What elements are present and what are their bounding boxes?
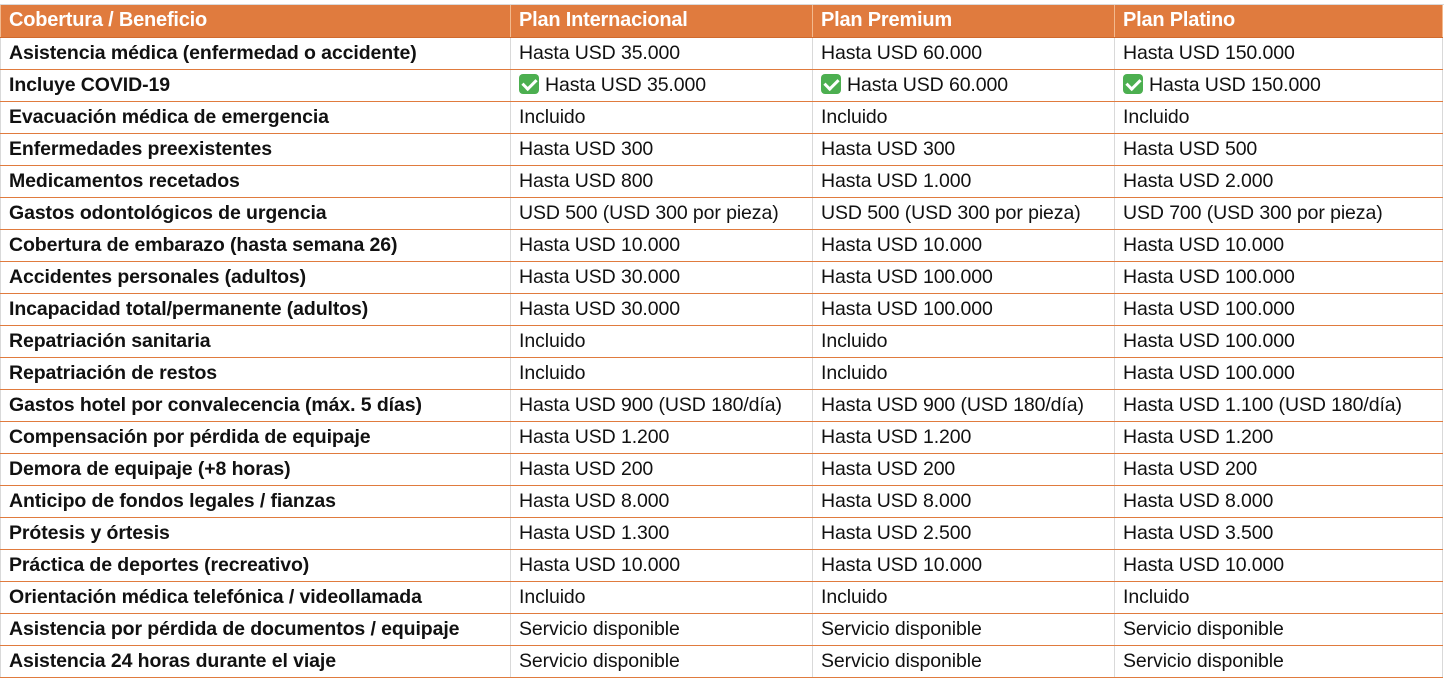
value-cell-plan-internacional[interactable]: Hasta USD 8.000 xyxy=(511,485,813,517)
value-cell-plan-internacional[interactable]: Incluido xyxy=(511,357,813,389)
value-cell-plan-internacional[interactable]: Hasta USD 1.300 xyxy=(511,517,813,549)
row-label-cell[interactable]: Asistencia por pérdida de documentos / equipaje xyxy=(1,613,511,645)
value-cell-plan-premium[interactable]: Hasta USD 300 xyxy=(813,133,1115,165)
row-label-cell[interactable]: Gastos hotel por convalecencia (máx. 5 días) xyxy=(1,389,511,421)
value-cell-plan-platino[interactable]: Hasta USD 200 xyxy=(1115,453,1443,485)
table-row xyxy=(1,645,1443,677)
row-label-cell[interactable]: Medicamentos recetados xyxy=(1,165,511,197)
table-row xyxy=(1,517,1443,549)
value-cell-plan-platino[interactable]: USD 700 (USD 300 por pieza) xyxy=(1115,197,1443,229)
table-body xyxy=(1,37,1443,677)
row-label-cell[interactable]: Asistencia 24 horas durante el viaje xyxy=(1,645,511,677)
value-cell-plan-platino[interactable]: Hasta USD 100.000 xyxy=(1115,357,1443,389)
table-row xyxy=(1,293,1443,325)
value-cell-plan-platino[interactable]: Hasta USD 500 xyxy=(1115,133,1443,165)
value-cell-plan-platino[interactable]: Hasta USD 1.100 (USD 180/día) xyxy=(1115,389,1443,421)
value-cell-plan-premium[interactable]: Incluido xyxy=(813,325,1115,357)
row-label-cell[interactable]: Compensación por pérdida de equipaje xyxy=(1,421,511,453)
header-cell-plan-platino[interactable]: Plan Platino xyxy=(1115,5,1443,37)
value-cell-plan-platino[interactable]: Hasta USD 3.500 xyxy=(1115,517,1443,549)
check-mark-icon xyxy=(1123,74,1143,94)
row-label-cell[interactable]: Repatriación de restos xyxy=(1,357,511,389)
value-cell-plan-premium[interactable]: Hasta USD 1.200 xyxy=(813,421,1115,453)
table-row xyxy=(1,325,1443,357)
row-label-cell[interactable]: Orientación médica telefónica / videollamada xyxy=(1,581,511,613)
value-cell-plan-platino[interactable]: Hasta USD 2.000 xyxy=(1115,165,1443,197)
value-cell-plan-platino[interactable]: Hasta USD 8.000 xyxy=(1115,485,1443,517)
value-cell-plan-internacional[interactable]: Hasta USD 300 xyxy=(511,133,813,165)
value-cell-plan-internacional[interactable]: Incluido xyxy=(511,581,813,613)
table-row xyxy=(1,581,1443,613)
value-cell-plan-premium[interactable]: Hasta USD 10.000 xyxy=(813,549,1115,581)
table-row xyxy=(1,421,1443,453)
value-cell-plan-premium[interactable]: Hasta USD 1.000 xyxy=(813,165,1115,197)
row-label-cell[interactable]: Prótesis y órtesis xyxy=(1,517,511,549)
check-mark-icon xyxy=(821,74,841,94)
value-cell-plan-internacional[interactable]: Servicio disponible xyxy=(511,645,813,677)
table-row xyxy=(1,69,1443,101)
table-row xyxy=(1,613,1443,645)
row-label-cell[interactable]: Accidentes personales (adultos) xyxy=(1,261,511,293)
value-cell-plan-internacional[interactable] xyxy=(511,69,813,101)
cell-value-text: Hasta USD 150.000 xyxy=(1149,73,1321,96)
value-cell-plan-premium[interactable]: USD 500 (USD 300 por pieza) xyxy=(813,197,1115,229)
table-row xyxy=(1,197,1443,229)
value-cell-plan-platino[interactable]: Hasta USD 10.000 xyxy=(1115,229,1443,261)
row-label-cell[interactable]: Evacuación médica de emergencia xyxy=(1,101,511,133)
table-row xyxy=(1,549,1443,581)
row-label-cell[interactable]: Incluye COVID-19 xyxy=(1,69,511,101)
value-cell-plan-premium[interactable]: Hasta USD 100.000 xyxy=(813,293,1115,325)
value-cell-plan-premium[interactable]: Servicio disponible xyxy=(813,645,1115,677)
value-cell-plan-premium[interactable] xyxy=(813,69,1115,101)
value-cell-plan-platino[interactable]: Hasta USD 10.000 xyxy=(1115,549,1443,581)
row-label-cell[interactable]: Enfermedades preexistentes xyxy=(1,133,511,165)
table-row xyxy=(1,485,1443,517)
check-mark-icon xyxy=(519,74,539,94)
row-label-cell[interactable]: Gastos odontológicos de urgencia xyxy=(1,197,511,229)
row-label-cell[interactable]: Demora de equipaje (+8 horas) xyxy=(1,453,511,485)
value-cell-plan-internacional[interactable]: Incluido xyxy=(511,325,813,357)
value-cell-plan-platino[interactable]: Hasta USD 1.200 xyxy=(1115,421,1443,453)
value-cell-plan-internacional[interactable]: Hasta USD 900 (USD 180/día) xyxy=(511,389,813,421)
value-cell-plan-platino[interactable]: Incluido xyxy=(1115,581,1443,613)
value-cell-plan-premium[interactable]: Hasta USD 10.000 xyxy=(813,229,1115,261)
value-cell-plan-platino[interactable]: Servicio disponible xyxy=(1115,613,1443,645)
coverage-comparison-table xyxy=(0,5,1443,678)
value-cell-plan-platino[interactable]: Hasta USD 100.000 xyxy=(1115,293,1443,325)
value-cell-plan-platino[interactable]: Servicio disponible xyxy=(1115,645,1443,677)
value-cell-plan-internacional[interactable]: Hasta USD 10.000 xyxy=(511,549,813,581)
table-row xyxy=(1,357,1443,389)
value-cell-plan-internacional[interactable]: Hasta USD 30.000 xyxy=(511,261,813,293)
value-cell-plan-premium[interactable]: Incluido xyxy=(813,101,1115,133)
row-label-cell[interactable]: Práctica de deportes (recreativo) xyxy=(1,549,511,581)
value-cell-plan-platino[interactable]: Hasta USD 100.000 xyxy=(1115,325,1443,357)
value-cell-plan-premium[interactable]: Hasta USD 100.000 xyxy=(813,261,1115,293)
value-cell-plan-platino[interactable] xyxy=(1115,69,1443,101)
header-cell-coverage[interactable]: Cobertura / Beneficio xyxy=(1,5,511,37)
value-cell-plan-internacional[interactable]: Hasta USD 200 xyxy=(511,453,813,485)
value-cell-plan-premium[interactable]: Hasta USD 60.000 xyxy=(813,37,1115,69)
value-cell-plan-internacional[interactable]: Servicio disponible xyxy=(511,613,813,645)
value-cell-plan-premium[interactable]: Hasta USD 900 (USD 180/día) xyxy=(813,389,1115,421)
value-cell-plan-premium[interactable]: Incluido xyxy=(813,581,1115,613)
row-label-cell[interactable]: Incapacidad total/permanente (adultos) xyxy=(1,293,511,325)
cell-value-text: Hasta USD 35.000 xyxy=(545,73,706,96)
table-row xyxy=(1,37,1443,69)
table-row xyxy=(1,165,1443,197)
value-cell-plan-internacional[interactable]: Incluido xyxy=(511,101,813,133)
row-label-cell[interactable]: Anticipo de fondos legales / fianzas xyxy=(1,485,511,517)
value-cell-plan-platino[interactable]: Hasta USD 150.000 xyxy=(1115,37,1443,69)
value-cell-plan-premium[interactable]: Hasta USD 200 xyxy=(813,453,1115,485)
table-row xyxy=(1,453,1443,485)
header-cell-plan-premium[interactable]: Plan Premium xyxy=(813,5,1115,37)
table-row xyxy=(1,229,1443,261)
row-label-cell[interactable]: Repatriación sanitaria xyxy=(1,325,511,357)
value-cell-plan-internacional[interactable]: Hasta USD 1.200 xyxy=(511,421,813,453)
value-cell-plan-internacional[interactable]: Hasta USD 10.000 xyxy=(511,229,813,261)
value-cell-plan-premium[interactable]: Incluido xyxy=(813,357,1115,389)
row-label-cell[interactable]: Asistencia médica (enfermedad o accidente) xyxy=(1,37,511,69)
header-cell-plan-internacional[interactable]: Plan Internacional xyxy=(511,5,813,37)
table-row xyxy=(1,261,1443,293)
table-row xyxy=(1,389,1443,421)
value-cell-plan-platino[interactable]: Incluido xyxy=(1115,101,1443,133)
table-row xyxy=(1,101,1443,133)
value-cell-plan-internacional[interactable]: Hasta USD 35.000 xyxy=(511,37,813,69)
value-cell-plan-premium[interactable]: Hasta USD 8.000 xyxy=(813,485,1115,517)
cell-value-text: Hasta USD 60.000 xyxy=(847,73,1008,96)
value-cell-plan-internacional[interactable]: USD 500 (USD 300 por pieza) xyxy=(511,197,813,229)
value-cell-plan-premium[interactable]: Hasta USD 2.500 xyxy=(813,517,1115,549)
table-row xyxy=(1,133,1443,165)
value-cell-plan-internacional[interactable]: Hasta USD 30.000 xyxy=(511,293,813,325)
value-cell-plan-premium[interactable]: Servicio disponible xyxy=(813,613,1115,645)
header-row xyxy=(1,5,1443,37)
value-cell-plan-platino[interactable]: Hasta USD 100.000 xyxy=(1115,261,1443,293)
row-label-cell[interactable]: Cobertura de embarazo (hasta semana 26) xyxy=(1,229,511,261)
value-cell-plan-internacional[interactable]: Hasta USD 800 xyxy=(511,165,813,197)
